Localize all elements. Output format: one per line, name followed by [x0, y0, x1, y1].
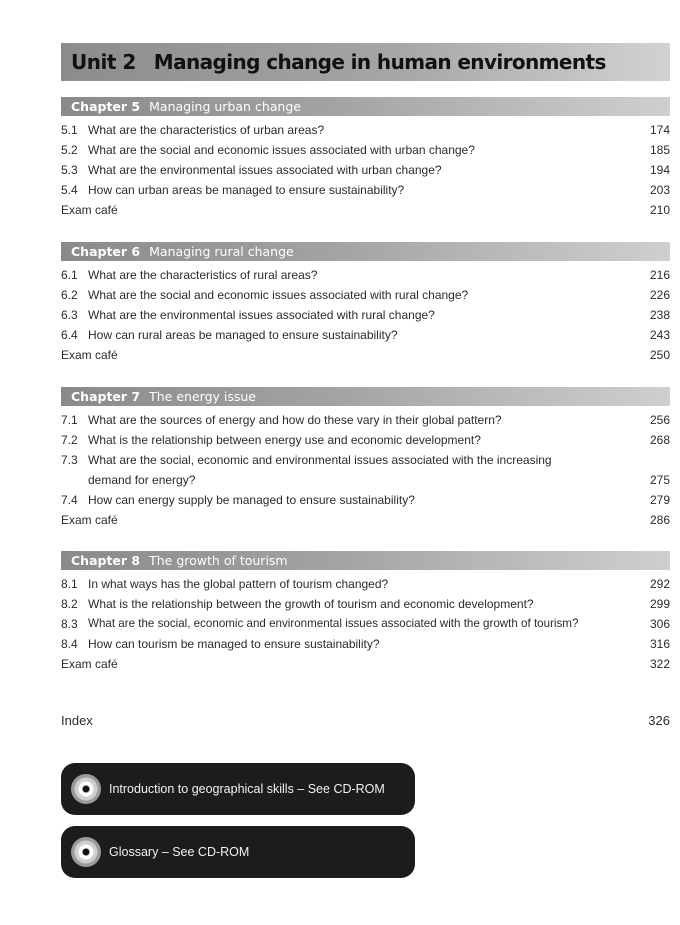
entry-page: 216: [649, 268, 670, 282]
entry-page: 306: [649, 617, 670, 631]
entry-page: 316: [649, 637, 670, 651]
entry-number: 7.2: [61, 433, 78, 447]
toc-entry-exam-cafe[interactable]: [61, 510, 670, 530]
entry-number: 7.3: [61, 453, 78, 467]
index-page: 326: [648, 713, 670, 728]
toc-entry[interactable]: [61, 160, 670, 180]
toc-entry[interactable]: [61, 574, 670, 594]
entry-page: 226: [649, 288, 670, 302]
cd-rom-skills-link[interactable]: [61, 763, 415, 815]
toc-entry[interactable]: [61, 490, 670, 510]
cd-rom-label: Introduction to geographical skills – See CD-ROM: [109, 782, 385, 796]
chapter-8-section: [61, 551, 670, 674]
toc-entry[interactable]: [61, 285, 670, 305]
unit-number: Unit 2: [71, 50, 136, 74]
entry-page: 286: [649, 513, 670, 527]
entry-number: 7.4: [61, 493, 78, 507]
entry-title: What are the social, economic and environmental issues associated with the increasing demand for energy?: [88, 453, 552, 487]
toc-entry[interactable]: [61, 594, 670, 614]
entry-title: What are the social and economic issues associated with rural change?: [88, 288, 469, 302]
chapter-title: The growth of tourism: [149, 553, 288, 568]
entry-number: 7.1: [61, 413, 78, 427]
toc-entry[interactable]: [61, 265, 670, 285]
entry-title: How can tourism be managed to ensure sustainability?: [88, 637, 380, 651]
toc-entry[interactable]: [61, 180, 670, 200]
entry-title: Exam café: [61, 348, 118, 362]
index-label: Index: [61, 713, 93, 728]
entry-title: Exam café: [61, 203, 118, 217]
entry-number: 8.1: [61, 577, 78, 591]
entry-number: 6.4: [61, 328, 78, 342]
toc-entry[interactable]: [61, 450, 670, 490]
unit-heading: [61, 43, 670, 81]
chapter-title: Managing urban change: [149, 99, 301, 114]
entry-number: 5.3: [61, 163, 78, 177]
entry-title: In what ways has the global pattern of tourism changed?: [88, 577, 389, 591]
toc-entry[interactable]: [61, 614, 670, 634]
toc-entry-exam-cafe[interactable]: [61, 654, 670, 674]
entry-title: What are the environmental issues associated with urban change?: [88, 163, 442, 177]
entry-page: 194: [649, 163, 670, 177]
entry-title: How can energy supply be managed to ensure sustainability?: [88, 493, 415, 507]
entry-page: 210: [649, 203, 670, 217]
chapter-heading: [61, 387, 670, 406]
entry-page: 250: [649, 348, 670, 362]
entry-page: 174: [649, 123, 670, 137]
chapter-title: The energy issue: [149, 389, 256, 404]
toc-entry[interactable]: [61, 325, 670, 345]
entry-page: 322: [649, 657, 670, 671]
index-entry[interactable]: [61, 713, 670, 728]
chapter-heading: [61, 97, 670, 116]
chapter-7-section: [61, 387, 670, 530]
entry-page: 185: [649, 143, 670, 157]
entry-number: 8.3: [61, 617, 78, 631]
cd-rom-icon: [71, 774, 101, 804]
entry-page: 299: [649, 597, 670, 611]
entry-number: 8.2: [61, 597, 78, 611]
entry-page: 268: [649, 433, 670, 447]
cd-rom-glossary-link[interactable]: [61, 826, 415, 878]
chapter-heading: [61, 551, 670, 570]
entry-title: How can rural areas be managed to ensure sustainability?: [88, 328, 398, 342]
chapter-label: Chapter 5: [71, 99, 141, 114]
entry-title: What is the relationship between the growth of tourism and economic development?: [88, 597, 534, 611]
chapter-label: Chapter 8: [71, 553, 141, 568]
entry-title: What are the environmental issues associated with rural change?: [88, 308, 435, 322]
entry-title: What are the characteristics of rural areas?: [88, 268, 318, 282]
entry-title: What are the characteristics of urban areas?: [88, 123, 325, 137]
toc-entry-exam-cafe[interactable]: [61, 345, 670, 365]
entry-title: Exam café: [61, 657, 118, 671]
toc-entry[interactable]: [61, 305, 670, 325]
entry-number: 5.2: [61, 143, 78, 157]
entry-page: 203: [649, 183, 670, 197]
entry-title: Exam café: [61, 513, 118, 527]
chapter-5-section: [61, 97, 670, 220]
toc-entry[interactable]: [61, 430, 670, 450]
chapter-title: Managing rural change: [149, 244, 294, 259]
entry-number: 6.2: [61, 288, 78, 302]
cd-rom-icon: [71, 837, 101, 867]
entry-page: 243: [649, 328, 670, 342]
entry-page: 275: [649, 473, 670, 487]
chapter-label: Chapter 6: [71, 244, 141, 259]
entry-page: 279: [649, 493, 670, 507]
unit-title: Managing change in human environments: [153, 50, 606, 74]
entry-page: 238: [649, 308, 670, 322]
entry-title: How can urban areas be managed to ensure sustainability?: [88, 183, 405, 197]
entry-page: 292: [649, 577, 670, 591]
chapter-label: Chapter 7: [71, 389, 141, 404]
chapter-6-section: [61, 242, 670, 365]
entry-number: 5.1: [61, 123, 78, 137]
entry-number: 6.1: [61, 268, 78, 282]
entry-number: 8.4: [61, 637, 78, 651]
chapter-heading: [61, 242, 670, 261]
entry-number: 5.4: [61, 183, 78, 197]
entry-title: What are the social, economic and environmental issues associated with the growth of tourism?: [88, 617, 579, 630]
toc-entry[interactable]: [61, 140, 670, 160]
entry-title: What are the sources of energy and how do these vary in their global pattern?: [88, 413, 502, 427]
entry-title: What are the social and economic issues associated with urban change?: [88, 143, 475, 157]
toc-entry[interactable]: [61, 120, 670, 140]
entry-page: 256: [649, 413, 670, 427]
toc-entry[interactable]: [61, 634, 670, 654]
cd-rom-label: Glossary – See CD-ROM: [109, 845, 250, 859]
toc-entry-exam-cafe[interactable]: [61, 200, 670, 220]
entry-title: What is the relationship between energy use and economic development?: [88, 433, 481, 447]
toc-entry[interactable]: [61, 410, 670, 430]
entry-number: 6.3: [61, 308, 78, 322]
